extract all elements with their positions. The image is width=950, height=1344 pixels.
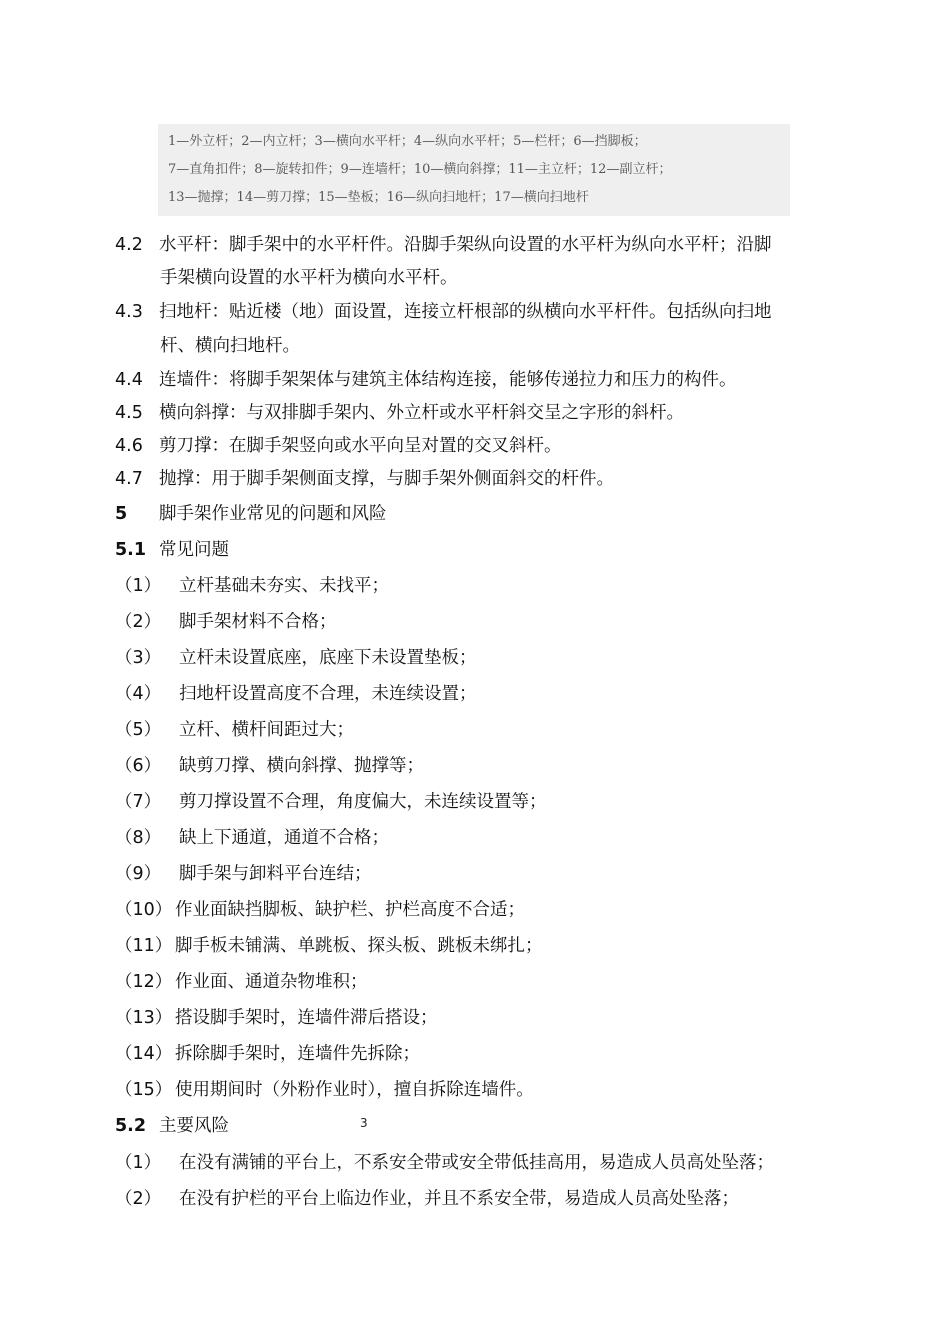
item-text: 立杆未设置底座，底座下未设置垫板； <box>179 648 477 668</box>
clause-text: 水平杆：脚手架中的水平杆件。沿脚手架纵向设置的水平杆为纵向水平杆；沿脚 <box>159 235 772 255</box>
clause-number: 4.5 <box>115 403 143 423</box>
problem-item <box>115 1038 420 1070</box>
problem-item <box>115 570 389 602</box>
section-number: 5.2 <box>115 1116 147 1136</box>
item-text: 脚手架材料不合格； <box>179 612 337 632</box>
problem-item <box>115 606 337 638</box>
risk-item <box>115 1147 774 1179</box>
item-number: （11） <box>115 936 173 956</box>
definition-4-7 <box>115 463 614 495</box>
item-text: 脚手板未铺满、单跳板、探头板、跳板未绑扎； <box>175 936 543 956</box>
section-number: 5.1 <box>115 540 147 560</box>
definition-4-4 <box>115 364 737 396</box>
item-number: （13） <box>115 1008 173 1028</box>
risk-item <box>115 1183 739 1215</box>
item-text: 使用期间时（外粉作业时），擅自拆除连墙件。 <box>175 1080 534 1100</box>
clause-number: 4.2 <box>115 235 143 255</box>
problem-item <box>115 786 547 818</box>
clause-text: 抛撑：用于脚手架侧面支撑，与脚手架外侧面斜交的杆件。 <box>159 469 614 489</box>
item-text: 在没有护栏的平台上临边作业，并且不系安全带，易造成人员高处坠落； <box>179 1189 739 1209</box>
item-text: 剪刀撑设置不合理，角度偏大，未连续设置等； <box>179 792 547 812</box>
section-title: 常见问题 <box>159 540 229 560</box>
definition-4-3 <box>115 296 772 328</box>
item-number: （1） <box>115 1153 162 1173</box>
item-number: （9） <box>115 864 162 884</box>
item-number: （10） <box>115 900 173 920</box>
item-text: 缺上下通道，通道不合格； <box>179 828 389 848</box>
item-number: （1） <box>115 576 162 596</box>
problem-item <box>115 822 389 854</box>
item-text: 在没有满铺的平台上，不系安全带或安全带低挂高用，易造成人员高处坠落； <box>179 1153 774 1173</box>
problem-item <box>115 642 477 674</box>
problem-item <box>115 1002 438 1034</box>
legend-line: 7—直角扣件；8—旋转扣件；9—连墙杆；10—横向斜撑；11—主立杆；12—副立杆； <box>168 162 672 177</box>
item-text: 作业面缺挡脚板、缺护栏、护栏高度不合适； <box>175 900 525 920</box>
item-number: （5） <box>115 720 162 740</box>
section-heading-5 <box>115 498 387 530</box>
section-heading-5-1 <box>115 534 229 566</box>
item-number: （12） <box>115 972 173 992</box>
item-number: （6） <box>115 756 162 776</box>
item-text: 拆除脚手架时，连墙件先拆除； <box>175 1044 420 1064</box>
page-number: 3 <box>360 1116 368 1130</box>
section-title: 脚手架作业常见的问题和风险 <box>159 504 387 524</box>
definition-4-5 <box>115 397 684 429</box>
legend-line: 13—抛撑；14—剪刀撑；15—垫板；16—纵向扫地杆；17—横向扫地杆 <box>168 190 589 205</box>
section-heading-5-2 <box>115 1110 229 1142</box>
clause-text: 横向斜撑：与双排脚手架内、外立杆或水平杆斜交呈之字形的斜杆。 <box>159 403 684 423</box>
item-text: 立杆基础未夯实、未找平； <box>179 576 389 596</box>
item-text: 脚手架与卸料平台连结； <box>179 864 372 884</box>
item-text: 缺剪刀撑、横向斜撑、抛撑等； <box>179 756 424 776</box>
problem-item <box>115 750 424 782</box>
clause-text: 连墙件：将脚手架架体与建筑主体结构连接，能够传递拉力和压力的构件。 <box>159 370 737 390</box>
section-title: 主要风险 <box>159 1116 229 1136</box>
clause-number: 4.7 <box>115 469 143 489</box>
problem-item <box>115 714 354 746</box>
clause-text: 扫地杆：贴近楼（地）面设置，连接立杆根部的纵横向水平杆件。包括纵向扫地 <box>159 302 772 322</box>
definition-4-3-cont: 杆、横向扫地杆。 <box>160 336 300 356</box>
section-number: 5 <box>115 504 128 524</box>
definition-4-2-cont: 手架横向设置的水平杆为横向水平杆。 <box>160 268 458 288</box>
figure-legend <box>158 124 790 216</box>
problem-item <box>115 894 525 926</box>
item-number: （2） <box>115 612 162 632</box>
item-number: （7） <box>115 792 162 812</box>
definition-4-2 <box>115 229 772 261</box>
item-text: 立杆、横杆间距过大； <box>179 720 354 740</box>
item-number: （8） <box>115 828 162 848</box>
item-text: 作业面、通道杂物堆积； <box>175 972 368 992</box>
problem-item <box>115 678 477 710</box>
item-number: （3） <box>115 648 162 668</box>
item-number: （15） <box>115 1080 173 1100</box>
item-text: 搭设脚手架时，连墙件滞后搭设； <box>175 1008 438 1028</box>
item-number: （4） <box>115 684 162 704</box>
problem-item <box>115 966 368 998</box>
item-number: （14） <box>115 1044 173 1064</box>
problem-item <box>115 930 543 962</box>
clause-number: 4.3 <box>115 302 143 322</box>
item-text: 扫地杆设置高度不合理，未连续设置； <box>179 684 477 704</box>
item-number: （2） <box>115 1189 162 1209</box>
problem-item <box>115 858 372 890</box>
clause-number: 4.6 <box>115 436 143 456</box>
problem-item <box>115 1074 534 1106</box>
legend-line: 1—外立杆；2—内立杆；3—横向水平杆；4—纵向水平杆；5—栏杆；6—挡脚板； <box>168 134 647 149</box>
clause-text: 剪刀撑：在脚手架竖向或水平向呈对置的交叉斜杆。 <box>159 436 562 456</box>
clause-number: 4.4 <box>115 370 143 390</box>
definition-4-6 <box>115 430 562 462</box>
